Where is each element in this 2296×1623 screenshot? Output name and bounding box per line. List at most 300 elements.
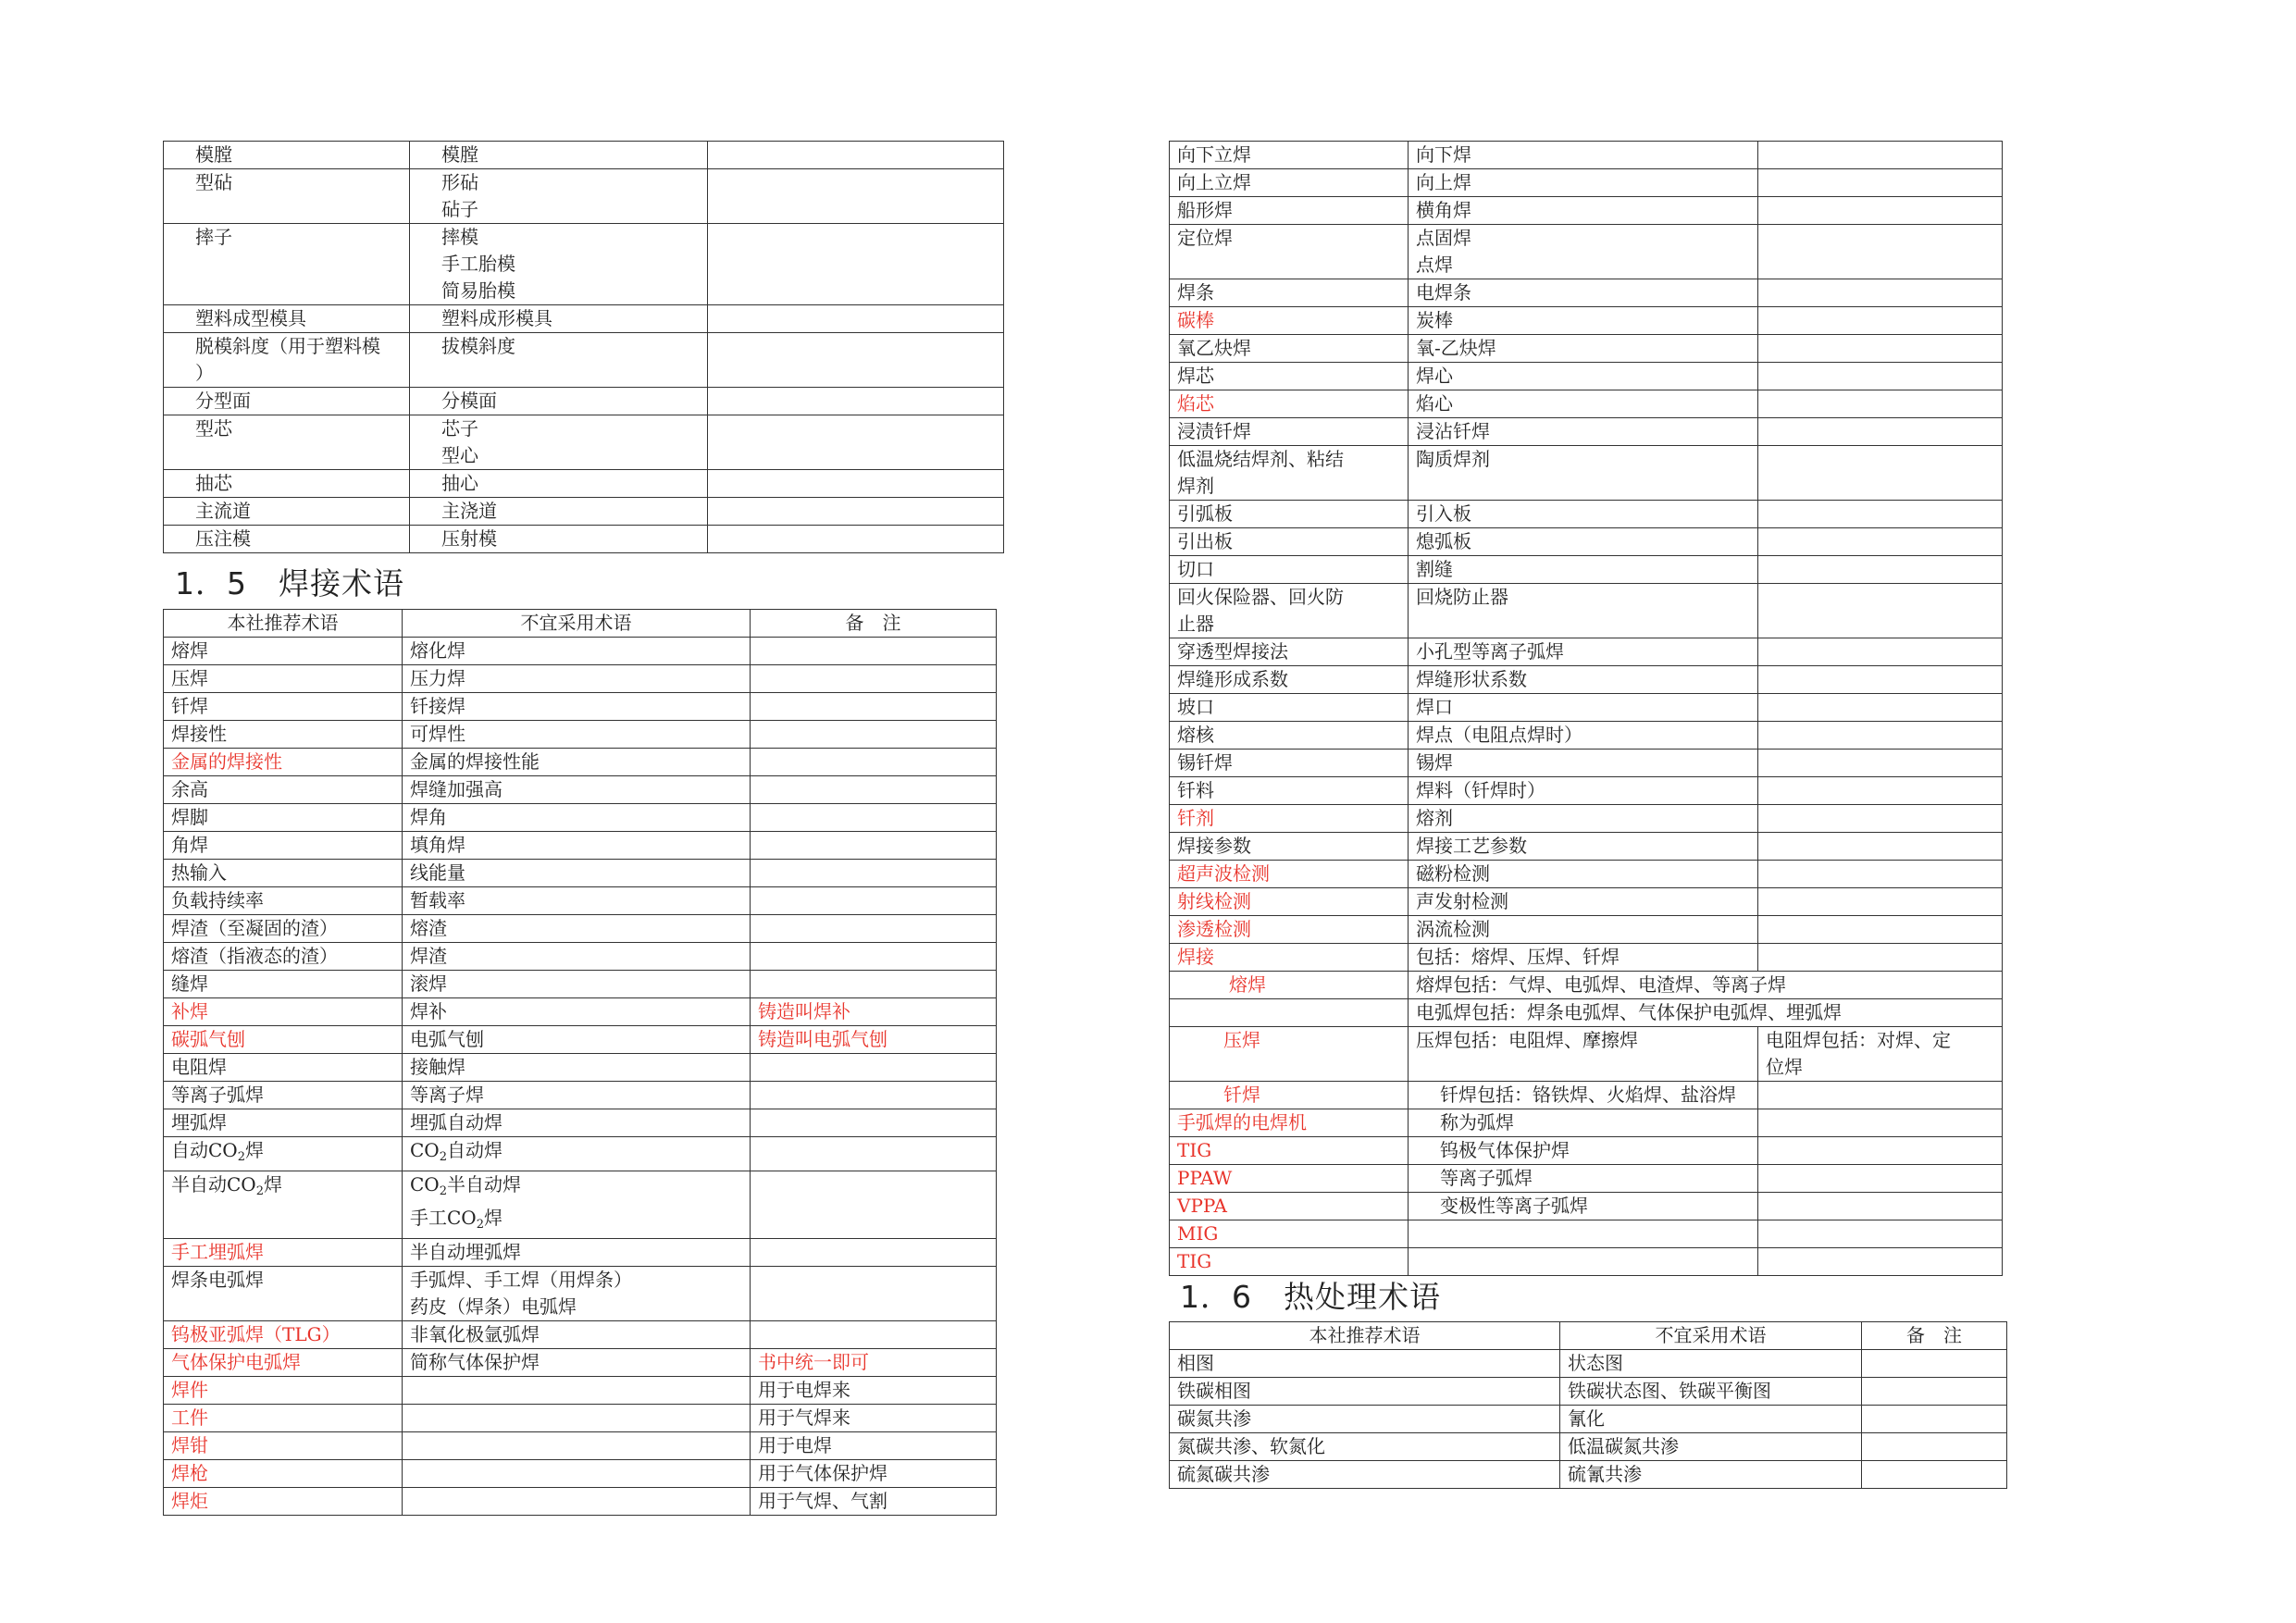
- table-cell: 压焊包括：电阻焊、摩擦焊: [1409, 1027, 1758, 1082]
- table-cell: [1758, 694, 2003, 722]
- table-cell: 焊缝加强高: [403, 776, 751, 804]
- table-cell: 陶质焊剂: [1409, 446, 1758, 501]
- table-cell: 电焊条: [1409, 279, 1758, 307]
- table-row: [164, 1239, 997, 1267]
- table-cell: [1758, 307, 2003, 335]
- table-row: [1170, 528, 2003, 556]
- table-cell: 碳氮共渗: [1170, 1406, 1560, 1433]
- table-row: [164, 169, 1004, 224]
- table-cell: 用于电焊: [751, 1432, 997, 1460]
- table-cell: [1758, 1137, 2003, 1165]
- table-cell: 余高: [164, 776, 403, 804]
- table-cell: 向下立焊: [1170, 142, 1409, 169]
- table-cell: 手弧焊的电焊机: [1170, 1109, 1409, 1137]
- table-cell: [751, 665, 997, 693]
- table-cell: [751, 638, 997, 665]
- table-cell: 焊接参数: [1170, 833, 1409, 861]
- header-recommended: 本社推荐术语: [164, 610, 403, 638]
- table-cell: [751, 915, 997, 943]
- table-cell: 分型面: [164, 388, 410, 415]
- table-cell: 焊点（电阻点焊时）: [1409, 722, 1758, 750]
- table-cell: 压焊: [1170, 1027, 1409, 1082]
- table-cell: 手工埋弧焊: [164, 1239, 403, 1267]
- table-cell: 简称气体保护焊: [403, 1349, 751, 1377]
- table-cell: [751, 832, 997, 860]
- table-cell: [751, 1171, 997, 1239]
- table-cell: 炭棒: [1409, 307, 1758, 335]
- table-cell: 低温烧结焊剂、粘结 焊剂: [1170, 446, 1409, 501]
- mold-terms-table: [163, 141, 1004, 553]
- table-cell: [1758, 390, 2003, 418]
- table-cell: 渗透检测: [1170, 916, 1409, 944]
- table-row: [164, 1267, 997, 1321]
- table-cell: [1862, 1433, 2007, 1461]
- table-row: [164, 224, 1004, 305]
- table-cell: 点固焊 点焊: [1409, 225, 1758, 279]
- table-cell: 用于气焊来: [751, 1405, 997, 1432]
- table-cell: 型芯: [164, 415, 410, 470]
- table-cell: 自动$CO_2$焊: [164, 1137, 403, 1171]
- table-row: [164, 1405, 997, 1432]
- table-cell: 熔渣: [403, 915, 751, 943]
- table-cell: 金属的焊接性: [164, 749, 403, 776]
- table-row: [1170, 1165, 2003, 1193]
- table-cell: 暂载率: [403, 887, 751, 915]
- table-cell: [751, 1054, 997, 1082]
- table-row: [164, 305, 1004, 333]
- table-cell: 主浇道: [410, 498, 708, 526]
- table-cell: 半自动$CO_2$焊: [164, 1171, 403, 1239]
- table-cell: 熄弧板: [1409, 528, 1758, 556]
- table-cell: 线能量: [403, 860, 751, 887]
- table-cell: 横角焊: [1409, 197, 1758, 225]
- table-cell: $CO_2$自动焊: [403, 1137, 751, 1171]
- table-cell: 压注模: [164, 526, 410, 553]
- table-cell: [1758, 169, 2003, 197]
- table-cell: 手弧焊、手工焊（用焊条） 药皮（焊条）电弧焊: [403, 1267, 751, 1321]
- table-cell: 电阻焊包括：对焊、定 位焊: [1758, 1027, 2003, 1082]
- table-cell: PPAW: [1170, 1165, 1409, 1193]
- table-row: [1170, 750, 2003, 777]
- table-cell: 铁碳相图: [1170, 1378, 1560, 1406]
- table-cell: 硫氰共渗: [1560, 1461, 1862, 1489]
- table-cell: 氧-乙炔焊: [1409, 335, 1758, 363]
- table-cell: 焊渣（至凝固的渣）: [164, 915, 403, 943]
- table-row: [164, 333, 1004, 388]
- table-row: [1170, 916, 2003, 944]
- table-cell: 焊缝形成系数: [1170, 666, 1409, 694]
- table-cell: [1862, 1461, 2007, 1489]
- table-row: [164, 415, 1004, 470]
- table-row: [1170, 418, 2003, 446]
- table-cell: [1758, 1220, 2003, 1248]
- table-cell: [1758, 197, 2003, 225]
- table-cell: 熔焊: [1170, 972, 1409, 999]
- table-cell: [1758, 861, 2003, 888]
- table-cell: 用于电焊来: [751, 1377, 997, 1405]
- table-row: [164, 998, 997, 1026]
- table-cell: [1862, 1406, 2007, 1433]
- table-cell: 焊接: [1170, 944, 1409, 972]
- table-cell: MIG: [1170, 1220, 1409, 1248]
- table-row: [1170, 390, 2003, 418]
- section-title-welding: 1．5 焊接术语: [175, 565, 404, 601]
- table-cell: 低温碳氮共渗: [1560, 1433, 1862, 1461]
- table-cell: 铸造叫焊补: [751, 998, 997, 1026]
- table-cell: [1409, 1248, 1758, 1276]
- table-cell: 射线检测: [1170, 888, 1409, 916]
- table-cell: 钎接焊: [403, 693, 751, 721]
- table-cell: 缝焊: [164, 971, 403, 998]
- table-cell: 芯子 型心: [410, 415, 708, 470]
- table-cell: [751, 860, 997, 887]
- table-cell: [403, 1488, 751, 1516]
- table-cell: [1758, 556, 2003, 584]
- table-cell: [1758, 1248, 2003, 1276]
- table-cell: 焊件: [164, 1377, 403, 1405]
- table-cell: 声发射检测: [1409, 888, 1758, 916]
- table-cell: 向上焊: [1409, 169, 1758, 197]
- table-cell: 焊接工艺参数: [1409, 833, 1758, 861]
- table-cell: [403, 1460, 751, 1488]
- table-row: [1170, 777, 2003, 805]
- table-cell: 小孔型等离子弧焊: [1409, 638, 1758, 666]
- table-cell: [751, 721, 997, 749]
- table-row: [1170, 722, 2003, 750]
- table-cell: 熔焊: [164, 638, 403, 665]
- table-cell: 埋弧自动焊: [403, 1109, 751, 1137]
- table-row: [164, 1026, 997, 1054]
- table-cell: [708, 526, 1004, 553]
- table-cell: 焊钳: [164, 1432, 403, 1460]
- table-cell: 焊条: [1170, 279, 1409, 307]
- table-row: [164, 1460, 997, 1488]
- table-cell: [1758, 446, 2003, 501]
- table-cell: 工件: [164, 1405, 403, 1432]
- table-row: [1170, 694, 2003, 722]
- table-cell: 焊心: [1409, 363, 1758, 390]
- table-cell: 回火保险器、回火防 止器: [1170, 584, 1409, 638]
- table-cell: 涡流检测: [1409, 916, 1758, 944]
- table-row: [164, 804, 997, 832]
- table-cell: 锡焊: [1409, 750, 1758, 777]
- table-row: [164, 832, 997, 860]
- table-row: [1170, 1137, 2003, 1165]
- table-row: [164, 915, 997, 943]
- table-cell: 半自动埋弧焊: [403, 1239, 751, 1267]
- table-row: [1170, 197, 2003, 225]
- table-cell: TIG: [1170, 1137, 1409, 1165]
- table-cell: [1758, 722, 2003, 750]
- table-cell: [1758, 1109, 2003, 1137]
- header-not-recommended: 不宜采用术语: [403, 610, 751, 638]
- welding-terms-table: [163, 609, 997, 1516]
- table-cell: 等离子弧焊: [164, 1082, 403, 1109]
- table-cell: 氮碳共渗、软氮化: [1170, 1433, 1560, 1461]
- table-cell: [403, 1405, 751, 1432]
- table-cell: [1758, 142, 2003, 169]
- table-row: [164, 887, 997, 915]
- table-cell: [1758, 805, 2003, 833]
- table-cell: [751, 749, 997, 776]
- table-row: [164, 1321, 997, 1349]
- table-cell: 熔化焊: [403, 638, 751, 665]
- table-cell: 切口: [1170, 556, 1409, 584]
- table-cell: 包括：熔焊、压焊、钎焊: [1409, 944, 1758, 972]
- table-cell: [1758, 638, 2003, 666]
- table-row: [164, 470, 1004, 498]
- table-row: [164, 1488, 997, 1516]
- welding-terms-body: [164, 638, 997, 1516]
- table-row: [1170, 861, 2003, 888]
- table-cell: 焊条电弧焊: [164, 1267, 403, 1321]
- table-cell: 焊枪: [164, 1460, 403, 1488]
- table-cell: [751, 1109, 997, 1137]
- table-cell: [708, 388, 1004, 415]
- table-row: [164, 749, 997, 776]
- table-cell: [708, 224, 1004, 305]
- table-cell: 等离子弧焊: [1409, 1165, 1758, 1193]
- table-cell: [751, 1137, 997, 1171]
- table-cell: 熔剂: [1409, 805, 1758, 833]
- table-cell: 焊口: [1409, 694, 1758, 722]
- table-row: [1170, 1406, 2007, 1433]
- table-row: [164, 388, 1004, 415]
- table-cell: [1758, 1165, 2003, 1193]
- table-cell: 焰心: [1409, 390, 1758, 418]
- table-cell: 主流道: [164, 498, 410, 526]
- table-row: [1170, 1193, 2003, 1220]
- header-recommended: 本社推荐术语: [1170, 1322, 1560, 1350]
- table-row: [1170, 1082, 2003, 1109]
- table-cell: [1758, 750, 2003, 777]
- table-row: [1170, 446, 2003, 501]
- table-row: [1170, 1461, 2007, 1489]
- table-row: [164, 1109, 997, 1137]
- table-cell: 超声波检测: [1170, 861, 1409, 888]
- table-cell: 相图: [1170, 1350, 1560, 1378]
- table-cell: [1758, 944, 2003, 972]
- table-cell: [1758, 777, 2003, 805]
- table-cell: 焊角: [403, 804, 751, 832]
- table-cell: [751, 1082, 997, 1109]
- table-cell: 电阻焊: [164, 1054, 403, 1082]
- table-row: [1170, 888, 2003, 916]
- table-cell: 塑料成型模具: [164, 305, 410, 333]
- table-cell: [1758, 335, 2003, 363]
- welding-terms-continued-body: [1170, 142, 2003, 1276]
- table-cell: [1758, 363, 2003, 390]
- table-cell: $CO_2$半自动焊 手工$CO_2$焊: [403, 1171, 751, 1239]
- table-cell: 割缝: [1409, 556, 1758, 584]
- table-row: [1170, 999, 2003, 1027]
- table-cell: 金属的焊接性能: [403, 749, 751, 776]
- table-cell: 焊脚: [164, 804, 403, 832]
- table-cell: [1758, 584, 2003, 638]
- table-row: [1170, 638, 2003, 666]
- table-cell: 碳棒: [1170, 307, 1409, 335]
- table-cell: [1409, 1220, 1758, 1248]
- table-cell: 引弧板: [1170, 501, 1409, 528]
- table-cell: 焊渣: [403, 943, 751, 971]
- table-cell: [1170, 999, 1409, 1027]
- table-row: [164, 1054, 997, 1082]
- table-cell: 抽心: [410, 470, 708, 498]
- header-not-recommended: 不宜采用术语: [1560, 1322, 1862, 1350]
- table-cell: 填角焊: [403, 832, 751, 860]
- table-cell: [1758, 1082, 2003, 1109]
- table-cell: [1758, 528, 2003, 556]
- table-cell: [708, 415, 1004, 470]
- table-cell: 非氧化极氩弧焊: [403, 1321, 751, 1349]
- table-cell: 抽芯: [164, 470, 410, 498]
- table-row: [164, 498, 1004, 526]
- table-cell: 碳弧气刨: [164, 1026, 403, 1054]
- table-cell: 氧乙炔焊: [1170, 335, 1409, 363]
- table-cell: 向上立焊: [1170, 169, 1409, 197]
- table-cell: [751, 887, 997, 915]
- table-row: [1170, 944, 2003, 972]
- table-cell: [1758, 833, 2003, 861]
- table-cell: [751, 804, 997, 832]
- table-cell: [1758, 279, 2003, 307]
- table-cell: TIG: [1170, 1248, 1409, 1276]
- table-row: [1170, 225, 2003, 279]
- table-cell: 电弧气刨: [403, 1026, 751, 1054]
- table-row: [1170, 1248, 2003, 1276]
- table-cell: [751, 693, 997, 721]
- table-cell: 脱模斜度（用于塑料模 ）: [164, 333, 410, 388]
- table-cell: 船形焊: [1170, 197, 1409, 225]
- table-cell: [708, 470, 1004, 498]
- table-row: [164, 142, 1004, 169]
- table-cell: 焊芯: [1170, 363, 1409, 390]
- table-row: [164, 776, 997, 804]
- table-cell: 分模面: [410, 388, 708, 415]
- table-row: [1170, 363, 2003, 390]
- table-cell: [751, 1321, 997, 1349]
- table-cell: 摔模 手工胎模 简易胎模: [410, 224, 708, 305]
- table-cell: 热输入: [164, 860, 403, 887]
- table-cell: 焊接性: [164, 721, 403, 749]
- table-cell: 补焊: [164, 998, 403, 1026]
- table-row: [164, 1377, 997, 1405]
- table-row: [1170, 556, 2003, 584]
- table-cell: [1758, 916, 2003, 944]
- table-cell: 浸沾钎焊: [1409, 418, 1758, 446]
- table-cell: 引入板: [1409, 501, 1758, 528]
- table-cell: [708, 498, 1004, 526]
- table-cell: [1758, 888, 2003, 916]
- table-cell: [708, 305, 1004, 333]
- table-row: [1170, 169, 2003, 197]
- table-header-row: [164, 610, 997, 638]
- table-cell: 电弧焊包括：焊条电弧焊、气体保护电弧焊、埋弧焊: [1409, 999, 2003, 1027]
- table-row: [164, 1082, 997, 1109]
- table-header-row: [1170, 1322, 2007, 1350]
- table-row: [164, 1349, 997, 1377]
- table-cell: [1758, 418, 2003, 446]
- table-cell: [1758, 1193, 2003, 1220]
- table-cell: [1758, 666, 2003, 694]
- table-cell: 书中统一即可: [751, 1349, 997, 1377]
- table-cell: 可焊性: [403, 721, 751, 749]
- table-cell: [1758, 501, 2003, 528]
- table-cell: 焊料（钎焊时）: [1409, 777, 1758, 805]
- table-cell: [403, 1432, 751, 1460]
- table-row: [1170, 307, 2003, 335]
- table-cell: 铁碳状态图、铁碳平衡图: [1560, 1378, 1862, 1406]
- table-cell: 引出板: [1170, 528, 1409, 556]
- mold-terms-body: [164, 142, 1004, 553]
- table-cell: 向下焊: [1409, 142, 1758, 169]
- table-cell: 变极性等离子弧焊: [1409, 1193, 1758, 1220]
- table-cell: 模膛: [410, 142, 708, 169]
- table-cell: [1862, 1378, 2007, 1406]
- table-cell: [708, 142, 1004, 169]
- table-row: [164, 721, 997, 749]
- table-row: [1170, 805, 2003, 833]
- table-cell: 角焊: [164, 832, 403, 860]
- header-remarks: 备 注: [751, 610, 997, 638]
- table-row: [164, 860, 997, 887]
- table-cell: [708, 333, 1004, 388]
- table-row: [1170, 972, 2003, 999]
- table-row: [1170, 833, 2003, 861]
- table-row: [1170, 584, 2003, 638]
- table-cell: 形砧 砧子: [410, 169, 708, 224]
- table-cell: 硫氮碳共渗: [1170, 1461, 1560, 1489]
- table-row: [1170, 501, 2003, 528]
- table-row: [1170, 335, 2003, 363]
- table-cell: 熔渣（指液态的渣）: [164, 943, 403, 971]
- table-cell: 负载持续率: [164, 887, 403, 915]
- table-cell: 焊炬: [164, 1488, 403, 1516]
- table-cell: [751, 776, 997, 804]
- table-cell: 等离子焊: [403, 1082, 751, 1109]
- table-cell: 接触焊: [403, 1054, 751, 1082]
- table-cell: 磁粉检测: [1409, 861, 1758, 888]
- table-cell: 压焊: [164, 665, 403, 693]
- table-row: [164, 1171, 997, 1239]
- table-cell: 熔焊包括：气焊、电弧焊、电渣焊、等离子焊: [1409, 972, 2003, 999]
- table-cell: [708, 169, 1004, 224]
- table-row: [1170, 1109, 2003, 1137]
- table-cell: 穿透型焊接法: [1170, 638, 1409, 666]
- table-cell: 用于气焊、气割: [751, 1488, 997, 1516]
- table-cell: 定位焊: [1170, 225, 1409, 279]
- table-cell: 铸造叫电弧气刨: [751, 1026, 997, 1054]
- table-cell: 型砧: [164, 169, 410, 224]
- table-row: [164, 1432, 997, 1460]
- table-row: [1170, 1350, 2007, 1378]
- table-cell: 状态图: [1560, 1350, 1862, 1378]
- table-cell: 压射模: [410, 526, 708, 553]
- heat-treatment-terms-table: [1169, 1321, 2007, 1489]
- table-cell: 氰化: [1560, 1406, 1862, 1433]
- table-cell: 焊缝形状系数: [1409, 666, 1758, 694]
- table-cell: 熔核: [1170, 722, 1409, 750]
- table-cell: 用于气体保护焊: [751, 1460, 997, 1488]
- table-cell: 模膛: [164, 142, 410, 169]
- table-row: [1170, 1378, 2007, 1406]
- table-row: [1170, 1433, 2007, 1461]
- table-cell: 钎焊包括：铬铁焊、火焰焊、盐浴焊: [1409, 1082, 1758, 1109]
- table-cell: 滚焊: [403, 971, 751, 998]
- table-cell: [751, 971, 997, 998]
- table-row: [1170, 666, 2003, 694]
- table-row: [164, 638, 997, 665]
